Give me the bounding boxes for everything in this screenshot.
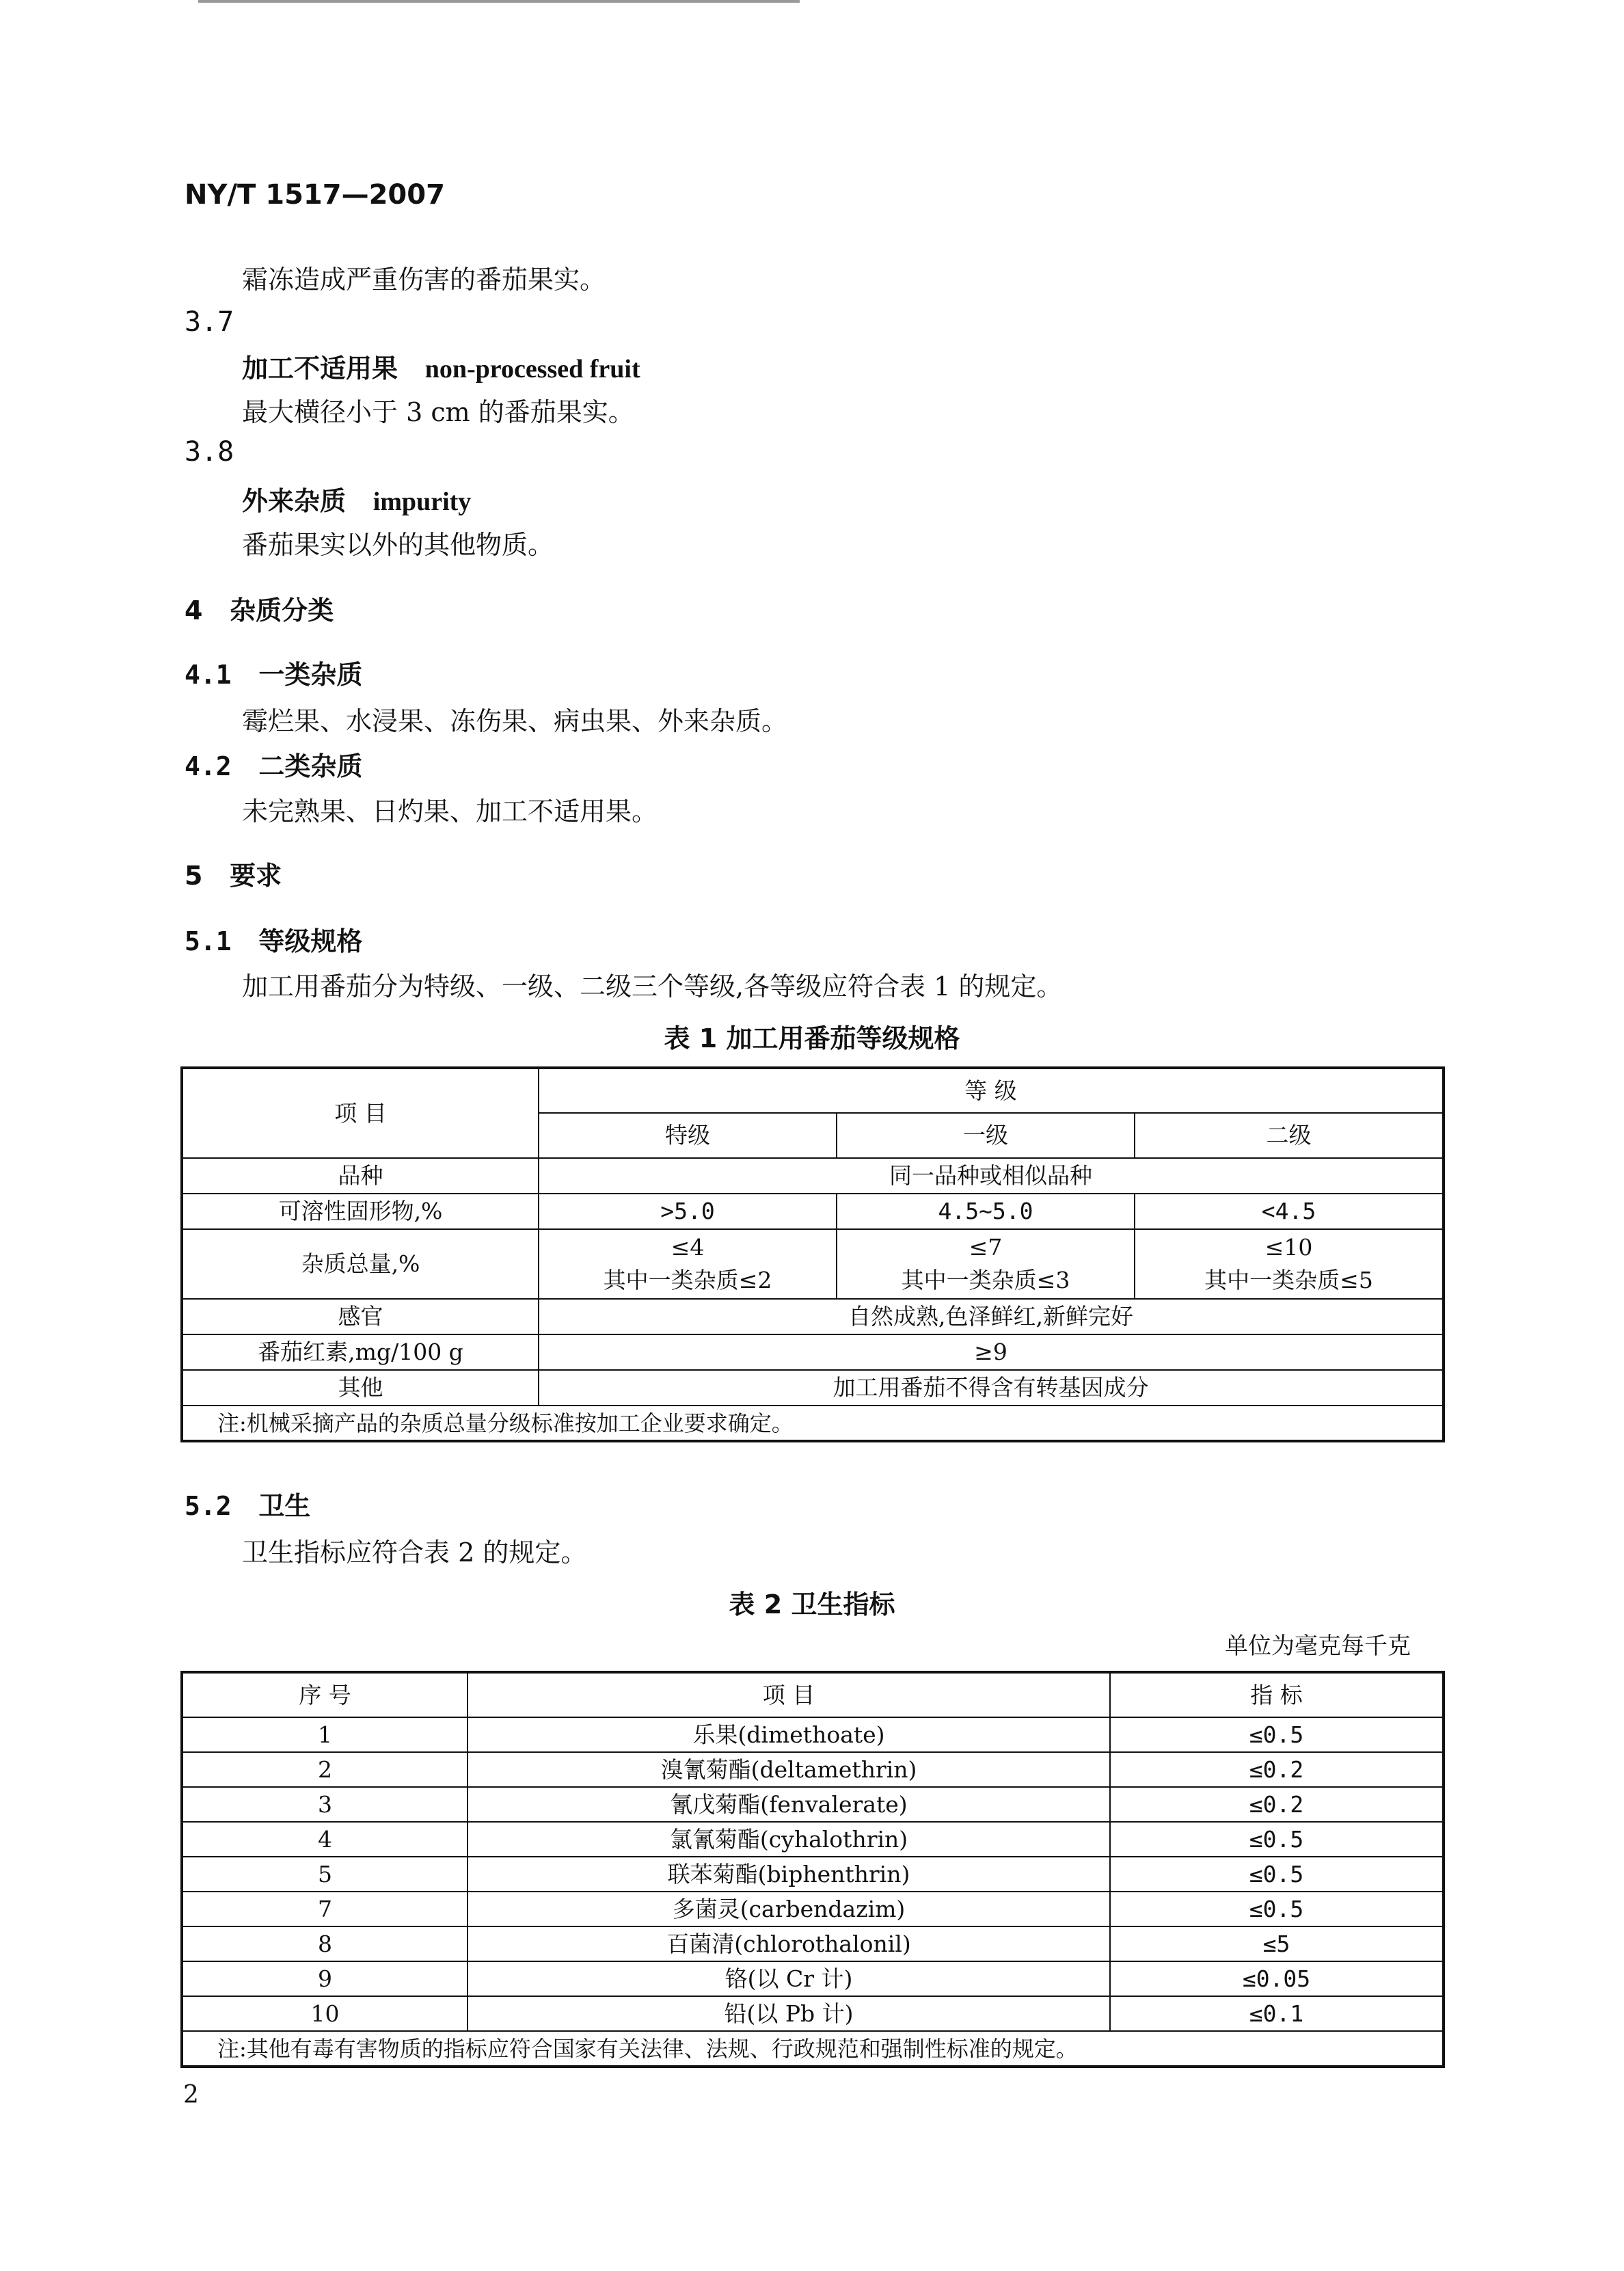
table-cell: ≤10 其中一类杂质≤5 <box>1135 1229 1444 1299</box>
clause-number: 3.8 <box>185 436 234 468</box>
paragraph: 卫生指标应符合表 2 的规定。 <box>242 1537 587 1568</box>
row-label: 其他 <box>182 1370 539 1406</box>
clause-number: 3.7 <box>185 306 234 338</box>
table-cell: 百菌清(chlorothalonil) <box>468 1926 1110 1961</box>
paragraph: 霜冻造成严重伤害的番茄果实。 <box>242 265 606 295</box>
row-label: 感官 <box>182 1299 539 1334</box>
table-cell: <4.5 <box>1135 1194 1444 1229</box>
table-note: 注:其他有毒有害物质的指标应符合国家有关法律、法规、行政规范和强制性标准的规定。 <box>182 2031 1444 2067</box>
term-cn: 加工不适用果 <box>242 353 398 384</box>
row-label: 品种 <box>182 1158 539 1194</box>
col-header: 序 号 <box>182 1672 468 1717</box>
table2-caption: 表 2 卫生指标 <box>729 1589 895 1620</box>
term-cn: 外来杂质 <box>242 486 347 516</box>
table-cell: 4.5~5.0 <box>837 1194 1135 1229</box>
merged-cell: ≥9 <box>539 1334 1444 1370</box>
grade-header: 一级 <box>837 1113 1135 1158</box>
merged-cell: 自然成熟,色泽鲜红,新鲜完好 <box>539 1299 1444 1334</box>
section-heading: 4.1 一类杂质 <box>185 660 363 690</box>
table-cell: 2 <box>182 1752 468 1787</box>
table-cell: ≤0.5 <box>1110 1717 1444 1752</box>
page-number: 2 <box>183 2081 199 2109</box>
table-cell: 铅(以 Pb 计) <box>468 1996 1110 2031</box>
row-label: 杂质总量,% <box>182 1229 539 1299</box>
table-cell: ≤0.5 <box>1110 1822 1444 1857</box>
standard-number: NY/T 1517—2007 <box>185 179 445 211</box>
col-header: 指 标 <box>1110 1672 1444 1717</box>
col-header: 项 目 <box>468 1672 1110 1717</box>
grade-header: 二级 <box>1135 1113 1444 1158</box>
merged-cell: 加工用番茄不得含有转基因成分 <box>539 1370 1444 1406</box>
merged-cell: 同一品种或相似品种 <box>539 1158 1444 1194</box>
row-label: 可溶性固形物,% <box>182 1194 539 1229</box>
col-header-grade: 等 级 <box>539 1068 1444 1113</box>
table-cell: ≤0.5 <box>1110 1892 1444 1926</box>
table-cell: 3 <box>182 1787 468 1822</box>
paragraph: 加工用番茄分为特级、一级、二级三个等级,各等级应符合表 1 的规定。 <box>242 971 1063 1002</box>
table-cell: 10 <box>182 1996 468 2031</box>
table2-unit: 单位为毫克每千克 <box>1225 1632 1411 1660</box>
col-header-item: 项 目 <box>182 1068 539 1158</box>
table-cell: ≤0.2 <box>1110 1787 1444 1822</box>
term-en: impurity <box>373 487 472 516</box>
table-cell: 氯氰菊酯(cyhalothrin) <box>468 1822 1110 1857</box>
table-cell: 乐果(dimethoate) <box>468 1717 1110 1752</box>
table-note: 注:机械采摘产品的杂质总量分级标准按加工企业要求确定。 <box>182 1406 1444 1441</box>
section-heading: 5.2 卫生 <box>185 1491 311 1521</box>
paragraph: 番茄果实以外的其他物质。 <box>242 530 554 560</box>
table-cell: 溴氰菊酯(deltamethrin) <box>468 1752 1110 1787</box>
hygiene-index-table <box>180 1671 1445 2068</box>
paragraph: 未完熟果、日灼果、加工不适用果。 <box>242 796 658 827</box>
table-cell: 1 <box>182 1717 468 1752</box>
term-en: non-processed fruit <box>424 355 640 384</box>
section-heading: 4.2 二类杂质 <box>185 751 363 781</box>
top-rule <box>198 0 800 3</box>
grade-spec-table <box>180 1066 1445 1442</box>
table-cell: 铬(以 Cr 计) <box>468 1961 1110 1996</box>
table-cell: ≤5 <box>1110 1926 1444 1961</box>
paragraph: 霉烂果、水浸果、冻伤果、病虫果、外来杂质。 <box>242 706 788 736</box>
term-heading <box>242 347 640 385</box>
table-cell: ≤0.1 <box>1110 1996 1444 2031</box>
section-heading: 5.1 等级规格 <box>185 926 363 956</box>
table-cell: ≤0.5 <box>1110 1857 1444 1892</box>
paragraph: 最大横径小于 3 cm 的番茄果实。 <box>242 397 634 427</box>
section-heading: 5 要求 <box>185 861 282 891</box>
table-cell: 氰戊菊酯(fenvalerate) <box>468 1787 1110 1822</box>
section-heading: 4 杂质分类 <box>185 595 334 626</box>
table-cell: 多菌灵(carbendazim) <box>468 1892 1110 1926</box>
table-cell: 9 <box>182 1961 468 1996</box>
row-label: 番茄红素,mg/100 g <box>182 1334 539 1370</box>
term-heading <box>242 480 471 518</box>
table-cell: 5 <box>182 1857 468 1892</box>
table-cell: ≤7 其中一类杂质≤3 <box>837 1229 1135 1299</box>
grade-header: 特级 <box>539 1113 837 1158</box>
table-cell: 联苯菊酯(biphenthrin) <box>468 1857 1110 1892</box>
table-cell: 8 <box>182 1926 468 1961</box>
table1-caption: 表 1 加工用番茄等级规格 <box>664 1023 960 1053</box>
table-cell: 7 <box>182 1892 468 1926</box>
table-cell: ≤0.05 <box>1110 1961 1444 1996</box>
table-cell: ≤4 其中一类杂质≤2 <box>539 1229 837 1299</box>
table-cell: ≤0.2 <box>1110 1752 1444 1787</box>
table-cell: 4 <box>182 1822 468 1857</box>
table-cell: >5.0 <box>539 1194 837 1229</box>
